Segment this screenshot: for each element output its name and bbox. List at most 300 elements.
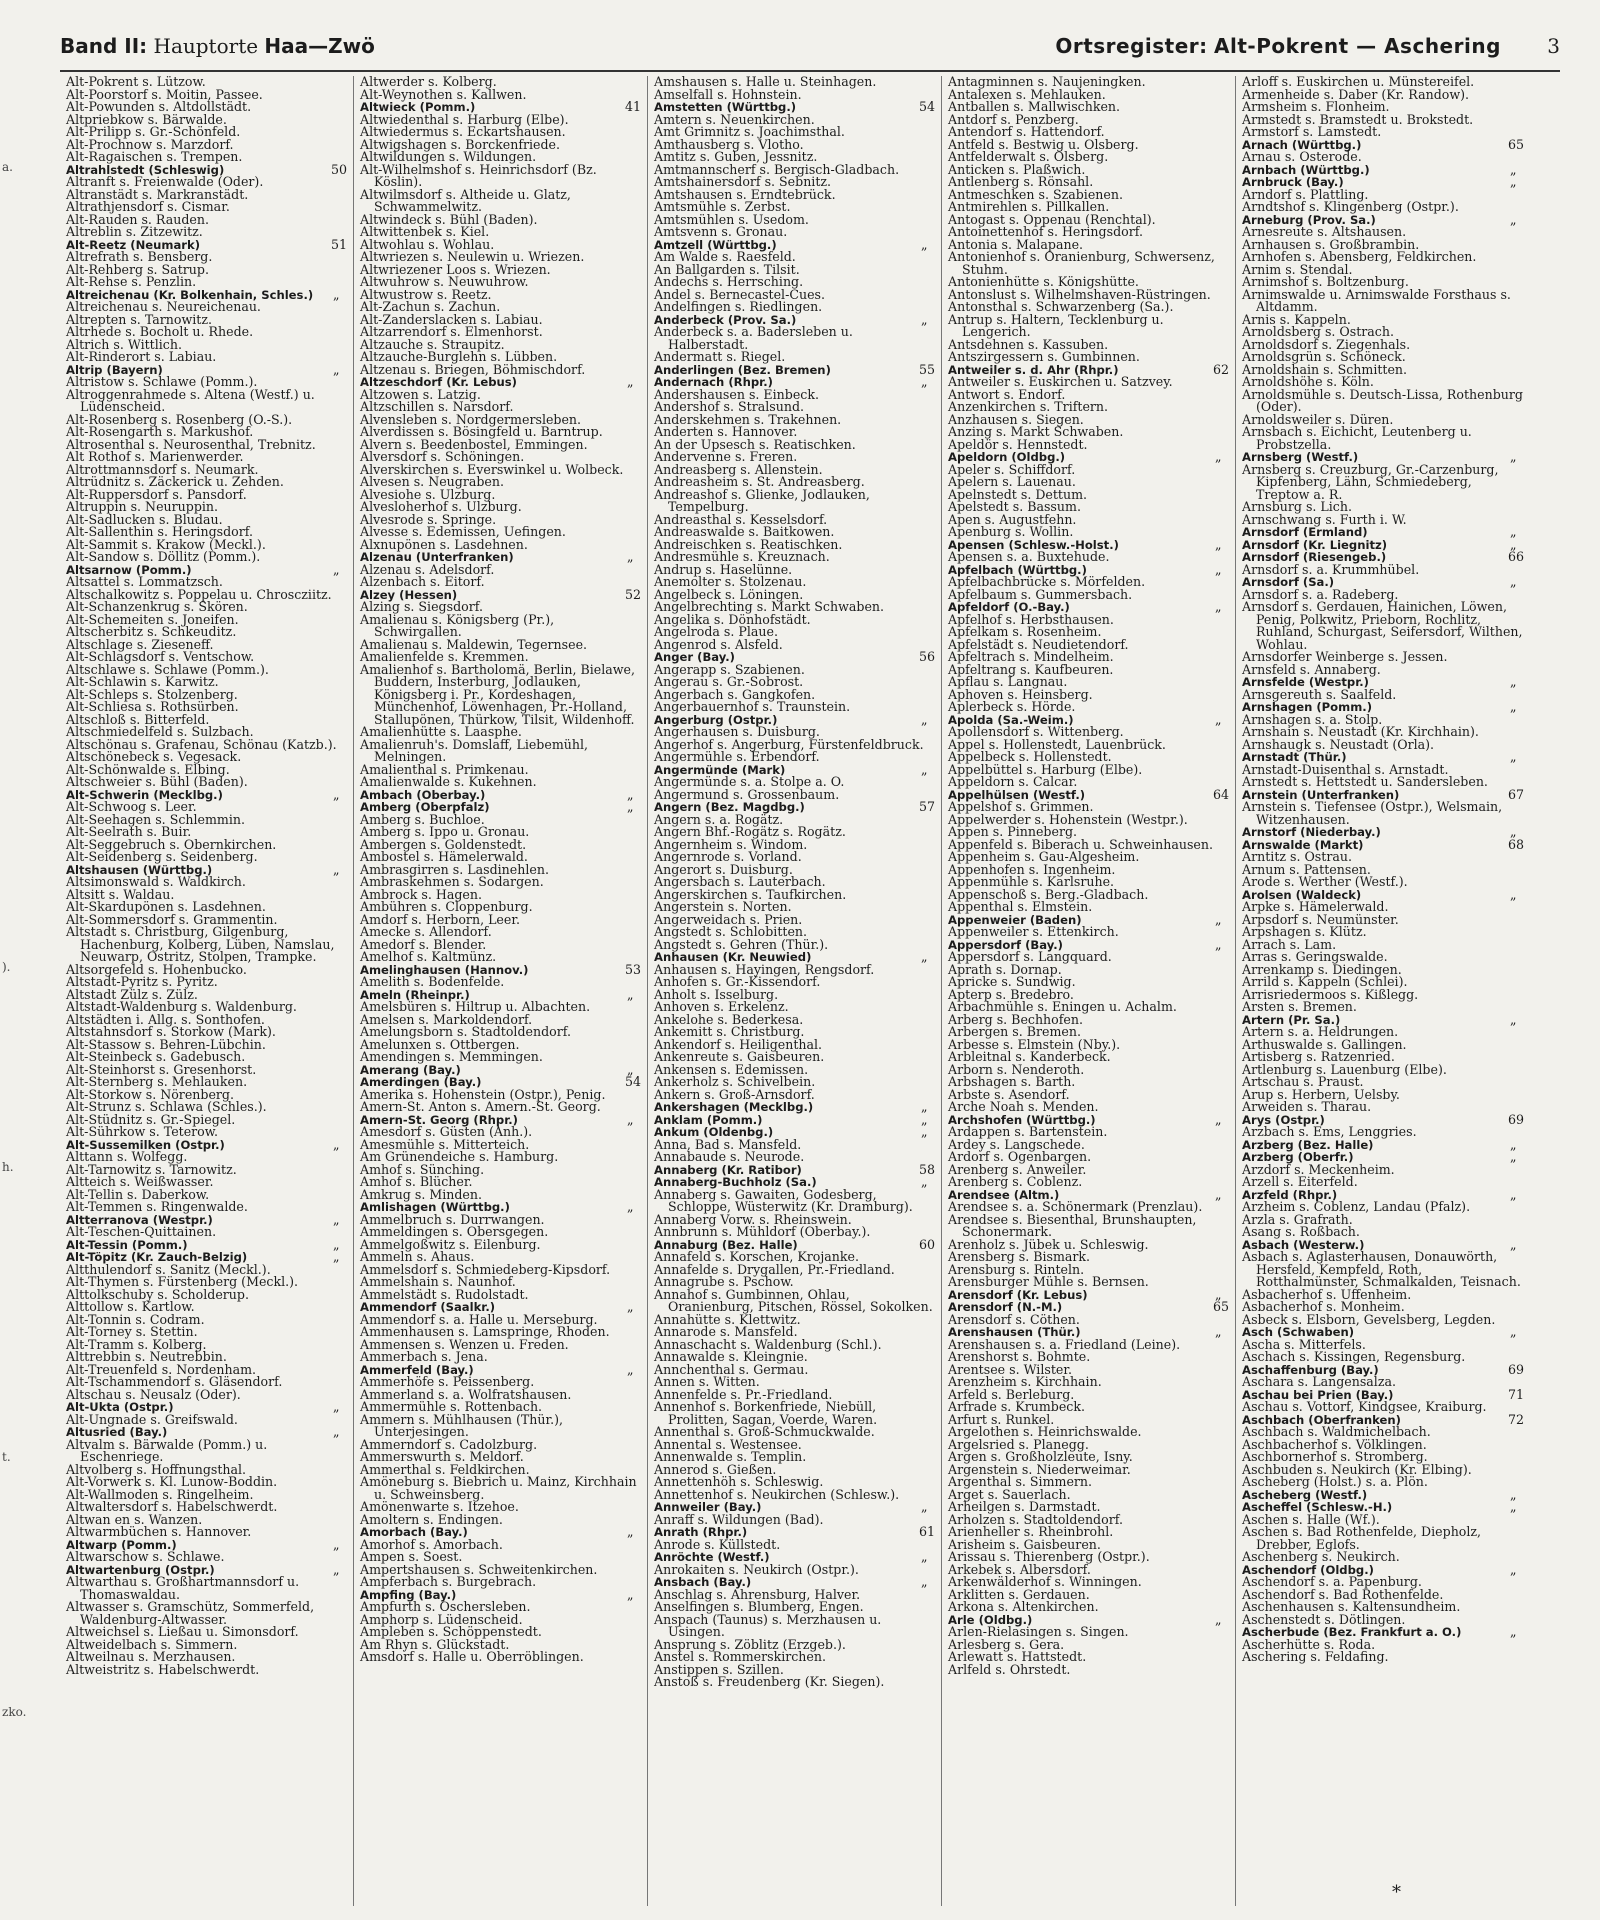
entry-text: Alttrebbin s. Neutrebbin. [66, 1349, 227, 1364]
entry-text: Ammerbach s. Jena. [360, 1349, 488, 1364]
entry-text: Arup s. Herbern, Uelsby. [1242, 1086, 1400, 1102]
entry-text: Amtsvenn s. Gronau. [654, 224, 788, 239]
entry-text: Altschau s. Neusalz (Oder). [66, 1386, 241, 1402]
register-entry-main: „ Ambach (Oberbay.) [360, 786, 634, 802]
entry-text: Altweistritz s. Habelschwerdt. [66, 1661, 260, 1677]
entry-text: Arnsgereuth s. Saalfeld. [1242, 686, 1397, 702]
entry-text: Arnoldshöhe s. Köln. [1242, 374, 1374, 389]
entry-text: Alt-Steinbeck s. Gadebusch. [66, 1049, 246, 1064]
header-right [1055, 34, 1560, 58]
entry-text: Alt-Schönwalde s. Elbing. [66, 761, 230, 777]
entry-text: Ankemitt s. Christburg. [654, 1024, 805, 1039]
entry-text: Arle (Oldbg.) [948, 1612, 1033, 1627]
entry-text: Antoinettenhof s. Heringsdorf. [948, 224, 1143, 239]
entry-text: Amselfall s. Hohnstein. [654, 86, 802, 102]
entry-text: Alt-Thymen s. Fürstenberg (Meckl.). [66, 1274, 299, 1289]
entry-text: Alt-Wallmoden s. Ringelheim. [66, 1486, 254, 1502]
register-entry [66, 1436, 347, 1464]
entry-text: Apelstedt s. Bassum. [948, 499, 1081, 514]
entry-text: Apterp s. Bredebro. [948, 986, 1074, 1002]
entry-text: Altwarp (Pomm.) [66, 1537, 177, 1552]
entry-text: Alt-Prochnow s. Marzdorf. [66, 136, 234, 152]
entry-text: Altzschillen s. Narsdorf. [360, 399, 514, 414]
entry-text: Ammermühle s. Rottenbach. [360, 1399, 543, 1414]
register-entry-main: „ Amerang (Bay.) [360, 1061, 634, 1077]
entry-text: Apelern s. Lauenau. [948, 474, 1076, 489]
entry-text: Ardappen s. Bartenstein. [948, 1124, 1108, 1139]
margin-fragment: zko. [2, 1705, 27, 1719]
register-columns [60, 76, 1590, 1906]
margin-fragment: ). [2, 960, 11, 974]
entry-text: Amdorf s. Herborn, Leer. [360, 911, 520, 927]
entry-text: Altrip (Bayern) [66, 362, 163, 377]
entry-text: Altwaltersdorf s. Habelschwerdt. [66, 1499, 278, 1514]
register-entry [360, 1476, 641, 1501]
entry-text: Alt-Sandow s. Döllitz (Pomm.). [66, 549, 261, 564]
entry-text: Annen s. Witten. [654, 1374, 760, 1389]
entry-text: Andershausen s. Einbeck. [654, 386, 819, 402]
entry-text: Apelnstedt s. Dettum. [948, 486, 1088, 502]
entry-text: Arissau s. Thierenberg (Ostpr.). [948, 1549, 1150, 1564]
entry-text: Arheilgen s. Darmstadt. [948, 1499, 1101, 1514]
entry-text: Annenfelde s. Pr.-Friedland. [654, 1386, 833, 1402]
register-entry-main: „ Arolsen (Waldeck) [1242, 886, 1517, 902]
register-entry-main: „ Alzenau (Unterfranken) [360, 549, 634, 564]
entry-text: Antlenberg s. Rönsahl. [948, 174, 1094, 189]
entry-text: Annettenhöh s. Schleswig. [654, 1474, 824, 1489]
register-entry [360, 186, 641, 214]
entry-text: Alt-Schlagsdorf s. Ventschow. [66, 649, 255, 664]
entry-text: Alt-Prilipp s. Gr.-Schönfeld. [66, 124, 241, 139]
entry-text: Arnstein s. Tiefensee (Ostpr.), Welsmain, Witzenhausen. [1242, 799, 1503, 827]
entry-text: Amalienhof s. Bartholomä, Berlin, Bielawe, Buddern, Insterburg, Jodlauken, Königsberg i. Pr., Kordeshagen, Münchenhof, Löwenhagen, Pr.-Holland, Stallupönen, Thürkow, Tilsit, Wildenhoff. [360, 661, 636, 727]
entry-text: Altstahnsdorf s. Storkow (Mark). [66, 1024, 276, 1039]
volume-label: Band II: [60, 34, 148, 58]
entry-text: Arnsdorf (Sa.) [1242, 575, 1335, 589]
entry-text: Arenshausen (Thür.) [948, 1325, 1081, 1339]
entry-text: Andreasberg s. Allenstein. [654, 461, 823, 477]
register-entry-main: „ Ascheffel (Schlesw.-H.) [1242, 1499, 1517, 1514]
entry-text: Alt-Strunz s. Schlawa (Schles.). [66, 1099, 267, 1114]
entry-text: Arntitz s. Ostrau. [1242, 849, 1352, 864]
entry-text: Arweiden s. Tharau. [1242, 1099, 1372, 1114]
entry-text: Alvensleben s. Nordgermersleben. [360, 411, 582, 427]
register-entry-main: „ Arnsdorf (Ermland) [1242, 524, 1517, 539]
entry-text: Alt-Teschen-Quittainen. [66, 1224, 217, 1239]
entry-text: Ammenhausen s. Lamspringe, Rhoden. [360, 1324, 610, 1339]
entry-text: Ascheberg (Westf.) [1242, 1487, 1368, 1502]
entry-text: Arnbach (Württbg.) [1242, 162, 1370, 177]
entry-text: Antagminnen s. Naujeningken. [948, 76, 1146, 89]
entry-text: Ameln (Rheinpr.) [360, 987, 470, 1002]
entry-text: An der Upsesch s. Reatischken. [654, 436, 856, 452]
entry-text: Altrathjensdorf s. Cismar. [66, 199, 230, 214]
register-entry-main: „ Apeldorn (Oldbg.) [948, 449, 1222, 464]
register-entry-main: „ Arnshagen (Pomm.) [1242, 699, 1517, 714]
entry-text: Alt-Sührkow s. Teterow. [66, 1124, 219, 1139]
entry-text: Arkona s. Altenkirchen. [948, 1599, 1099, 1614]
entry-text: Arenberg s. Coblenz. [948, 1174, 1083, 1189]
entry-text: Apeler s. Schiffdorf. [948, 461, 1076, 477]
entry-text: Ampfurth s. Oschersleben. [360, 1599, 531, 1614]
entry-text: Aschach s. Kissingen, Regensburg. [1242, 1349, 1466, 1364]
entry-text: Alt-Seelrath s. Buir. [66, 824, 192, 839]
entry-text: Annafelde s. Drygallen, Pr.-Friedland. [654, 1261, 895, 1277]
register-entry-main: „ Appenweier (Baden) [948, 911, 1222, 927]
entry-text: Amelhof s. Kaltmünz. [360, 949, 497, 964]
entry-text: Asbeck s. Elsborn, Gevelsberg, Legden. [1242, 1311, 1496, 1327]
entry-text: Altristow s. Schlawe (Pomm.). [66, 374, 258, 389]
entry-text: Alverskirchen s. Everswinkel u. Wolbeck. [360, 461, 624, 477]
entry-text: Amshausen s. Halle u. Steinhagen. [654, 76, 877, 89]
register-entry-main: „ Altsarnow (Pomm.) [66, 561, 340, 577]
entry-text: Ammelsdorf s. Schmiedeberg-Kipsdorf. [360, 1261, 611, 1277]
entry-text: Angermünde s. a. Stolpe a. O. [654, 774, 845, 789]
entry-text: Alt-Tessin (Pomm.) [66, 1237, 188, 1252]
entry-text: Angerbach s. Gangkofen. [654, 686, 816, 702]
entry-text: Ammerland s. a. Wolfratshausen. [360, 1386, 572, 1402]
entry-text: Anzenkirchen s. Triftern. [948, 399, 1109, 414]
entry-text: Antendorf s. Hattendorf. [948, 124, 1105, 139]
entry-page-ref: 64 [1212, 786, 1229, 802]
entry-text: Altroggenrahmede s. Altena (Westf.) u. Lüdenscheid. [66, 386, 315, 414]
margin-fragment: h. [2, 1160, 14, 1174]
entry-text: Arlesberg s. Gera. [948, 1636, 1065, 1652]
entry-text: Ankum (Oldenbg.) [654, 1125, 774, 1139]
entry-text: Arentsee s. Wilster. [948, 1361, 1072, 1377]
entry-text: Anstippen s. Szillen. [654, 1661, 784, 1677]
entry-text: Annahütte s. Klettwitz. [654, 1311, 801, 1327]
entry-text: Altstädten i. Allg. s. Sonthofen. [66, 1011, 265, 1027]
entry-text: Aschendorf s. a. Papenburg. [1242, 1574, 1422, 1589]
register-entry-main: „ Altzeschdorf (Kr. Lebus) [360, 374, 634, 389]
register-entry [654, 1401, 935, 1426]
entry-text: Antszirgessern s. Gumbinnen. [948, 349, 1140, 364]
entry-text: Annweiler (Bay.) [654, 1500, 762, 1514]
entry-text: Angernheim s. Windom. [654, 836, 808, 852]
register-entry [948, 1661, 1229, 1677]
entry-text: Andrup s. Haselünne. [654, 561, 793, 577]
entry-text: Alt-Rehse s. Penzlin. [66, 274, 197, 289]
entry-text: Amtitz s. Guben, Jessnitz. [654, 149, 818, 164]
entry-text: Arnshagen (Pomm.) [1242, 700, 1372, 714]
register-entry [360, 736, 641, 764]
register-entry-main: „ Annaberg-Buchholz (Sa.) [654, 1174, 928, 1189]
register-entry [654, 1186, 935, 1214]
entry-text: Alt-Tonnin s. Codram. [66, 1311, 205, 1327]
entry-text: Amtshainersdorf s. Sebnitz. [654, 174, 832, 189]
register-entry-main: „ Arnsdorf (Kr. Liegnitz) [1242, 536, 1517, 552]
entry-text: Anröchte (Westf.) [654, 1550, 770, 1564]
entry-text: Altwieck (Pomm.) [360, 100, 476, 114]
entry-text: Anderlingen (Bez. Bremen) [654, 362, 831, 377]
entry-text: Ardey s. Langschede. [948, 1136, 1085, 1152]
entry-text: Appelwerder s. Hohenstein (Westpr.). [948, 811, 1188, 827]
entry-text: Amerika s. Hohenstein (Ostpr.), Penig. [360, 1086, 606, 1102]
entry-text: Arnstadt (Thür.) [1242, 750, 1347, 764]
entry-text: Angerort s. Duisburg. [654, 861, 793, 877]
entry-text: Amecke s. Allendorf. [360, 924, 492, 939]
entry-text: Altsimonswald s. Waldkirch. [66, 874, 246, 889]
entry-text: Alt-Treuenfeld s. Nordenham. [66, 1361, 257, 1377]
entry-text: Alt-Sommersdorf s. Grammentin. [66, 911, 278, 927]
register-entry-main: „ Alt-Tessin (Pomm.) [66, 1236, 340, 1252]
entry-text: Arensdorf (Kr. Lebus) [948, 1287, 1088, 1302]
register-column-4 [942, 76, 1236, 1906]
entry-text: Altschloß s. Bitterfeld. [66, 711, 210, 727]
entry-text: Aschaffenburg (Bay.) [1242, 1362, 1379, 1377]
entry-text: Aplerbeck s. Hörde. [948, 699, 1076, 714]
entry-text: Altwarmbüchen s. Hannover. [66, 1524, 252, 1539]
entry-text: Arnis s. Kappeln. [1242, 311, 1351, 327]
entry-page-ref: 54 [624, 1074, 641, 1089]
entry-text: Alttolkschuby s. Scholderup. [66, 1286, 249, 1302]
entry-text: Amhof s. Sünching. [360, 1161, 485, 1177]
entry-text: Alvesen s. Neugraben. [360, 474, 504, 489]
entry-text: Aschau bei Prien (Bay.) [1242, 1387, 1394, 1402]
entry-text: Amönenwarte s. Itzehoe. [360, 1499, 519, 1514]
entry-text: Altzowen s. Latzig. [360, 386, 481, 402]
entry-text: Altrich s. Wittlich. [66, 336, 182, 352]
entry-text: Antweiler s. d. Ahr (Rhpr.) [948, 362, 1119, 377]
entry-text: Alt-Schleps s. Stolzenberg. [66, 686, 238, 702]
entry-text: Aschenhausen s. Kaltensundheim. [1242, 1599, 1461, 1614]
entry-text: Arnsdorf s. a. Krummhübel. [1242, 561, 1420, 577]
entry-text: Alt-Steinhorst s. Gresenhorst. [66, 1061, 257, 1077]
entry-text: Ampfing (Bay.) [360, 1587, 457, 1602]
entry-text: Andreaswalde s. Baitkowen. [654, 524, 835, 539]
register-entry-main: „ Arenshausen (Thür.) [948, 1324, 1222, 1339]
entry-text: Apfeldorf (O.-Bay.) [948, 600, 1070, 614]
entry-text: Alzey (Hessen) [360, 587, 458, 602]
register-entry [1242, 386, 1524, 414]
entry-text: Antwort s. Endorf. [948, 386, 1066, 402]
register-entry-main: „ Arnsfelde (Westpr.) [1242, 674, 1517, 689]
entry-text: Angenrod s. Alsfeld. [654, 636, 783, 652]
entry-text: Arensburger Mühle s. Bernsen. [948, 1274, 1149, 1289]
entry-text: Alt-Poorstorf s. Moitin, Passee. [66, 86, 263, 102]
entry-text: Alvern s. Beedenbostel, Emmingen. [360, 436, 588, 452]
entry-text: Ambach (Oberbay.) [360, 787, 486, 802]
entry-page-ref: 55 [918, 361, 935, 377]
entry-text: Altwittenbek s. Kiel. [360, 224, 490, 239]
entry-text: Aschbach s. Waldmichelbach. [1242, 1424, 1431, 1439]
register-entry [1242, 286, 1524, 314]
entry-text: Alt-Schwoog s. Leer. [66, 799, 197, 814]
entry-text: Altwriezen s. Neulewin u. Wriezen. [360, 249, 585, 264]
register-entry-main: „ Altreichenau (Kr. Bolkenhain, Schles.) [66, 286, 340, 302]
entry-text: Angelika s. Dönhofstädt. [654, 611, 811, 627]
entry-text: Apfeltrach s. Mindelheim. [948, 649, 1114, 664]
entry-text: Altwartenburg (Ostpr.) [66, 1562, 215, 1577]
entry-text: Anzhausen s. Siegen. [948, 411, 1084, 427]
entry-text: Arnoldsberg s. Ostrach. [1242, 324, 1394, 339]
entry-text: Argen s. Großholzleute, Isny. [948, 1449, 1133, 1464]
entry-text: Aschen s. Halle (Wf.). [1242, 1511, 1380, 1527]
register-entry-main: „ Arendsee (Altm.) [948, 1186, 1222, 1202]
entry-text: Arnimswalde u. Arnimswalde Forsthaus s. Altdamm. [1242, 286, 1511, 314]
entry-text: Angern s. a. Rogätz. [654, 811, 784, 827]
register-entry-main: „ Arzberg (Bez. Halle) [1242, 1136, 1517, 1152]
entry-page-ref: 41 [624, 99, 641, 114]
entry-text: Andreasheim s. St. Andreasberg. [654, 474, 865, 489]
entry-text: Appersdorf (Bay.) [948, 937, 1063, 952]
entry-text: Arnstorf (Niederbay.) [1242, 825, 1381, 839]
entry-text: Amhof s. Blücher. [360, 1174, 473, 1189]
entry-text: Anhofen s. Gr.-Kissendorf. [654, 974, 821, 989]
entry-text: Angern Bhf.-Rogätz s. Rogätz. [654, 824, 846, 839]
entry-text: Argenthal s. Simmern. [948, 1474, 1093, 1489]
entry-text: Ankelohe s. Bederkesa. [654, 1011, 804, 1027]
entry-text: Alt-Skardupönen s. Lasdehnen. [66, 899, 266, 914]
entry-text: Anhoven s. Erkelenz. [654, 999, 789, 1014]
entry-text: Alt-Sadlucken s. Bludau. [66, 511, 223, 527]
entry-text: Alt-Wilhelmshof s. Heinrichsdorf (Bz. Köslin). [360, 161, 597, 189]
entry-text: Ardorf s. Ogenbargen. [948, 1149, 1092, 1164]
entry-page-ref: 65 [1212, 1299, 1229, 1314]
entry-text: Antweiler s. Euskirchen u. Satzvey. [948, 374, 1173, 389]
entry-text: Annenwalde s. Templin. [654, 1449, 807, 1464]
register-entry-main: „ Arensdorf (Kr. Lebus) [948, 1286, 1222, 1302]
entry-text: Amberg s. Ippo u. Gronau. [360, 824, 530, 839]
entry-text: Alt-Tschammendorf s. Gläsendorf. [66, 1374, 283, 1389]
entry-text: Altsattel s. Lommatzsch. [66, 574, 223, 589]
entry-text: An Ballgarden s. Tilsit. [654, 261, 800, 277]
entry-text: Antonsthal s. Schwarzenberg (Sa.). [948, 299, 1174, 314]
entry-text: Altzeschdorf (Kr. Lebus) [360, 375, 517, 389]
entry-text: Altschönebeck s. Vegesack. [66, 749, 242, 764]
entry-text: Annettenhof s. Neukirchen (Schlesw.). [654, 1486, 900, 1502]
entry-text: Appelhülsen (Westf.) [948, 787, 1086, 802]
register-entry-main: „ Anklam (Pomm.) [654, 1111, 928, 1127]
register-entry [66, 1576, 347, 1601]
entry-text: Aschbornerhof s. Stromberg. [1242, 1449, 1428, 1464]
entry-text: Argelsried s. Planegg. [948, 1436, 1089, 1452]
entry-text: Andelfingen s. Riedlingen. [654, 299, 823, 314]
entry-text: Altpriebkow s. Bärwalde. [66, 111, 227, 127]
entry-text: Amalienruh's. Domslaff, Liebemühl, Melningen. [360, 736, 589, 764]
entry-text: Appeldorn s. Calcar. [948, 774, 1078, 789]
entry-text: Apen s. Augustfehn. [948, 511, 1077, 527]
register-entry-main: „ Alt-Sussemilken (Ostpr.) [66, 1136, 340, 1152]
entry-text: Ammeln s. Ahaus. [360, 1249, 475, 1264]
entry-text: Arthuswalde s. Gallingen. [1242, 1036, 1407, 1052]
entry-text: Ascherhütte s. Roda. [1242, 1636, 1376, 1652]
entry-text: Arpsdorf s. Neumünster. [1242, 911, 1399, 927]
entry-text: Argenstein s. Niederweimar. [948, 1461, 1131, 1477]
register-entry [360, 661, 641, 727]
entry-text: Anrode s. Küllstedt. [654, 1536, 781, 1552]
entry-text: Annagrube s. Pschow. [654, 1274, 794, 1289]
entry-text: Am Walde s. Raesfeld. [654, 249, 796, 264]
entry-text: Arnhofen s. Abensberg, Feldkirchen. [1242, 249, 1477, 264]
register-entry-main: „ Arnstorf (Niederbay.) [1242, 824, 1517, 839]
entry-text: Altzarrendorf s. Elmenhorst. [360, 324, 543, 339]
entry-text: Alt-Schwerin (Mecklbg.) [66, 787, 223, 802]
register-entry [654, 326, 935, 351]
register-entry-main: „ Arnbruck (Bay.) [1242, 174, 1517, 189]
entry-page-ref: 69 [1507, 1111, 1524, 1127]
register-entry-main: „ Alt-Schwerin (Mecklbg.) [66, 786, 340, 802]
entry-text: Arenberg s. Anweiler. [948, 1161, 1087, 1177]
entry-text: Arholzen s. Stadtoldendorf. [948, 1511, 1123, 1527]
register-entry-main: „ Ampfing (Bay.) [360, 1586, 634, 1602]
entry-text: Arneburg (Prov. Sa.) [1242, 212, 1376, 227]
entry-text: Anna, Bad s. Mansfeld. [654, 1136, 802, 1152]
entry-text: Arnsfeld s. Annaberg. [1242, 661, 1381, 677]
entry-text: Arnsburg s. Lich. [1242, 499, 1352, 514]
entry-text: Alvesse s. Edemissen, Uefingen. [360, 524, 566, 539]
register-entry [654, 486, 935, 514]
entry-text: Arzberg (Bez. Halle) [1242, 1137, 1374, 1152]
entry-text: Altwerder s. Kolberg. [360, 76, 497, 89]
entry-text: Appersdorf s. Langquard. [948, 949, 1112, 964]
entry-text: Amelunxen s. Ottbergen. [360, 1036, 520, 1052]
entry-text: Alt-Ukta (Ostpr.) [66, 1400, 174, 1414]
entry-text: Arnum s. Pattensen. [1242, 861, 1371, 877]
entry-text: Arnsdorf (Ermland) [1242, 525, 1368, 539]
entry-text: Apolda (Sa.-Weim.) [948, 712, 1074, 727]
entry-text: Ampferbach s. Burgebrach. [360, 1574, 537, 1589]
entry-text: Appenweier (Baden) [948, 912, 1082, 927]
entry-text: Arnbruck (Bay.) [1242, 175, 1344, 189]
entry-text: Arensberg s. Bismark. [948, 1249, 1091, 1264]
entry-text: Anrath (Rhpr.) [654, 1525, 748, 1539]
entry-text: Amelsbüren s. Hiltrup u. Albachten. [360, 999, 591, 1014]
entry-text: Anraff s. Wildungen (Bad). [654, 1511, 824, 1527]
entry-text: Amalienau s. Königsberg (Pr.), Schwirgallen. [360, 611, 555, 639]
entry-text: Arnsbach s. Eichicht, Leutenberg u. Probstzella. [1242, 424, 1472, 452]
entry-text: Appel s. Hollenstedt, Lauenbrück. [948, 736, 1166, 752]
entry-text: Alt-Rosenberg s. Rosenberg (O.-S.). [66, 411, 293, 427]
entry-text: Angelroda s. Plaue. [654, 624, 778, 639]
margin-fragment: a. [2, 160, 13, 174]
entry-text: Annerod s. Gießen. [654, 1461, 777, 1477]
entry-text: Arberg s. Bechhofen. [948, 1011, 1083, 1027]
entry-text: Aschering s. Feldafing. [1242, 1649, 1389, 1664]
entry-text: Andreischken s. Reatischken. [654, 536, 843, 552]
entry-text: Annaberg s. Gawaiten, Godesberg, Schloppe, Wüsterwitz (Kr. Dramburg). [654, 1186, 913, 1214]
entry-text: Arnstedt s. Hettstedt u. Sandersleben. [1242, 774, 1488, 789]
entry-text: Alt-Zanderslacken s. Labiau. [360, 311, 543, 327]
entry-text: Arnsberg s. Creuzburg, Gr.-Carzenburg, Kipfenberg, Lähn, Schmiedeberg, Treptow a. R. [1242, 461, 1499, 502]
entry-text: Arfrade s. Krumbeck. [948, 1399, 1085, 1414]
entry-text: Altshausen (Württbg.) [66, 862, 213, 877]
entry-text: Antrup s. Haltern, Tecklenburg u. Lengerich. [948, 311, 1164, 339]
entry-text: Arnstadt-Duisenthal s. Arnstadt. [1242, 761, 1449, 777]
register-entry-main: „ Altwartenburg (Ostpr.) [66, 1561, 340, 1577]
register-entry-main: „ Archshofen (Württbg.) [948, 1111, 1222, 1127]
entry-text: Armstorf s. Lamstedt. [1242, 124, 1382, 139]
entry-page-ref: 58 [918, 1161, 935, 1177]
entry-text: Apfelbaum s. Gummersbach. [948, 586, 1133, 602]
entry-text: Angersbach s. Lauterbach. [654, 874, 826, 889]
entry-text: Altweidelbach s. Simmern. [66, 1636, 238, 1652]
entry-text: Alt-Schemeiten s. Joneifen. [66, 611, 239, 627]
entry-text: Anspach (Taunus) s. Merzhausen u. Usingen. [654, 1611, 882, 1639]
entry-text: Altwilmsdorf s. Altheide u. Glatz, Schwammelwitz. [360, 186, 571, 214]
entry-text: Angern (Bez. Magdbg.) [654, 800, 805, 814]
entry-text: Angstedt s. Schlobitten. [654, 924, 808, 939]
entry-text: Ammensen s. Wenzen u. Freden. [360, 1336, 569, 1352]
entry-text: Andermatt s. Riegel. [654, 349, 786, 364]
entry-text: Am Grünendeiche s. Hamburg. [360, 1149, 559, 1164]
entry-text: Arbshagen s. Barth. [948, 1074, 1076, 1089]
entry-text: Arolsen (Waldeck) [1242, 887, 1362, 902]
entry-text: Ankendorf s. Heiligenthal. [654, 1036, 823, 1052]
entry-text: Arnoldsweiler s. Düren. [1242, 411, 1394, 427]
entry-text: Alt-Rehberg s. Satrup. [66, 261, 209, 277]
